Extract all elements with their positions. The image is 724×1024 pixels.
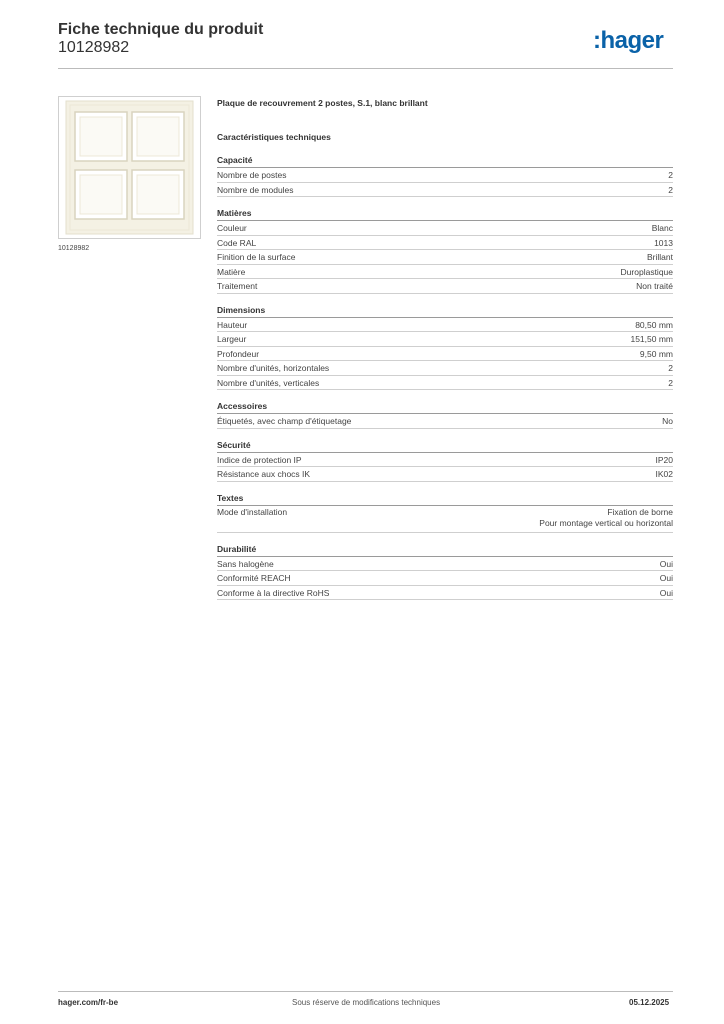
spec-row [217, 250, 673, 265]
footer-divider [58, 991, 673, 992]
spec-label: Profondeur [217, 348, 260, 359]
section-title: Textes [217, 492, 673, 506]
section-title: Matières [217, 207, 673, 221]
spec-value: IK02 [655, 469, 673, 479]
spec-value-group [539, 507, 673, 530]
spec-row [217, 183, 673, 198]
header-divider [58, 68, 673, 69]
spec-value: Oui [659, 573, 673, 583]
spec-row [217, 221, 673, 236]
section-title: Dimensions [217, 304, 673, 318]
spec-value-group [668, 376, 673, 390]
spec-label: Mode d'installation [217, 506, 288, 517]
spec-value: 2 [668, 363, 673, 373]
spec-value: Non traité [636, 281, 673, 291]
footer-website: hager.com/fr-be [58, 998, 119, 1007]
spec-value-group [652, 221, 673, 235]
hager-logo: :hager [593, 27, 664, 54]
spec-label: Sans halogène [217, 558, 274, 569]
spec-label: Étiquetés, avec champ d'étiquetage [217, 416, 352, 426]
spec-row [217, 265, 673, 280]
spec-row [217, 467, 673, 482]
spec-value-group [630, 332, 673, 346]
spec-row [217, 168, 673, 183]
section-title: Accessoires [217, 400, 673, 414]
spec-label: Hauteur [217, 319, 248, 330]
spec-value-group [660, 557, 673, 571]
spec-label: Conforme à la directive RoHS [217, 587, 330, 598]
spec-row [217, 279, 673, 294]
spec-value-group [636, 279, 673, 293]
spec-value-group [668, 168, 673, 182]
spec-value: 2 [668, 184, 673, 195]
spec-value-group [656, 467, 674, 481]
spec-value-group [654, 236, 673, 250]
spec-label: Nombre de postes [217, 170, 287, 180]
spec-row [217, 506, 673, 533]
spec-value-group [621, 265, 673, 279]
spec-value-group [647, 250, 673, 264]
spec-value: Blanc [651, 223, 673, 233]
spec-value: 9,50 mm [639, 348, 673, 359]
spec-value: Brillant [647, 252, 673, 262]
footer-date: 05.12.2025 [629, 998, 670, 1007]
spec-value: 2 [668, 377, 673, 388]
spec-sections [217, 154, 673, 600]
spec-label: Finition de la surface [217, 252, 296, 262]
spec-label: Indice de protection IP [217, 454, 302, 465]
spec-value-group [656, 453, 674, 467]
spec-row [217, 318, 673, 333]
spec-value-group [662, 414, 673, 428]
spec-row [217, 453, 673, 468]
spec-value: No [662, 416, 673, 426]
image-caption: 10128982 [58, 245, 90, 252]
spec-value-group [668, 183, 673, 197]
spec-section [217, 154, 673, 197]
spec-value-secondary: Pour montage vertical ou horizontal [539, 518, 673, 528]
spec-row [217, 586, 673, 601]
document-title: Fiche technique du produit [58, 21, 264, 38]
spec-row [217, 557, 673, 572]
spec-row [217, 361, 673, 376]
spec-label: Largeur [217, 334, 247, 344]
spec-section [217, 304, 673, 391]
spec-value: Duroplastique [620, 266, 673, 277]
spec-value: 1013 [654, 237, 673, 248]
spec-value: Oui [659, 587, 673, 598]
spec-row [217, 347, 673, 362]
spec-row [217, 236, 673, 251]
product-name: Plaque de recouvrement 2 postes, S.1, blanc brillant [217, 98, 428, 108]
spec-section [217, 543, 673, 601]
spec-label: Traitement [217, 281, 258, 291]
section-title: Sécurité [217, 439, 673, 453]
characteristics-heading: Caractéristiques techniques [217, 132, 331, 142]
spec-label: Nombre d'unités, horizontales [217, 363, 330, 373]
spec-value-group [640, 347, 673, 361]
spec-value: 151,50 mm [630, 334, 673, 344]
spec-row [217, 571, 673, 586]
spec-value: Fixation de borne [607, 506, 673, 517]
spec-label: Nombre de modules [217, 184, 294, 195]
spec-row [217, 332, 673, 347]
spec-value: 80,50 mm [635, 319, 673, 330]
spec-content [217, 96, 673, 600]
section-title: Durabilité [217, 543, 673, 557]
product-image [58, 96, 201, 239]
spec-section [217, 439, 673, 482]
spec-value: 2 [668, 170, 673, 180]
spec-label: Conformité REACH [217, 573, 291, 583]
spec-label: Résistance aux chocs IK [217, 469, 311, 479]
spec-value-group [660, 586, 673, 600]
spec-value: IP20 [655, 454, 673, 465]
spec-section [217, 492, 673, 533]
cover-plate-illustration [59, 97, 200, 238]
footer-notice: Sous réserve de modifications techniques [292, 998, 441, 1007]
spec-section [217, 400, 673, 429]
spec-label: Code RAL [217, 237, 257, 248]
spec-section [217, 207, 673, 294]
spec-row [217, 376, 673, 391]
product-code: 10128982 [58, 39, 130, 56]
section-title: Capacité [217, 154, 673, 168]
spec-row [217, 414, 673, 429]
spec-value: Oui [659, 558, 673, 569]
spec-value-group [668, 361, 673, 375]
spec-value-group [635, 318, 673, 332]
spec-label: Couleur [217, 223, 247, 233]
spec-label: Matière [217, 266, 246, 277]
spec-label: Nombre d'unités, verticales [217, 377, 320, 388]
spec-value-group [660, 571, 673, 585]
